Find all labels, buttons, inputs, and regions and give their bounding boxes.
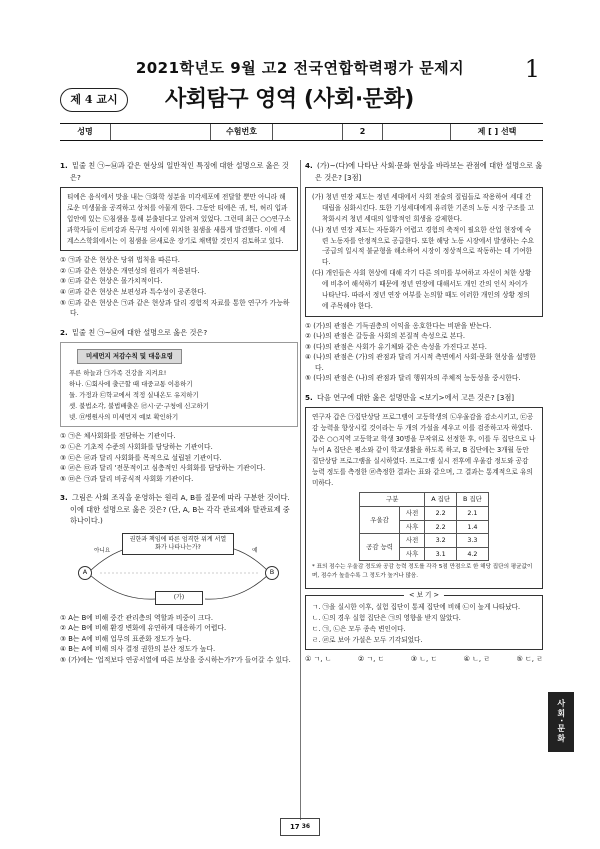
- answer-choices: [305, 654, 543, 664]
- passage-da: (다) 개인들은 사회 현상에 대해 각기 다른 의미를 부여하고 자신이 처한 상황에 비추어 해석하기 때문에 정년 연장에 대해서도 개인 간의 인식 차이가 나타난다. 따라서 정년 연장 여부를 논의할 때도 이러한 개인의 상황 정의에 주목해야 한다.: [312, 269, 532, 310]
- question-stem: 다음 연구에 대한 옳은 설명만을 <보기>에서 고른 것은? [3점]: [317, 392, 515, 402]
- subject-side-tab: 사회·문화: [548, 692, 574, 752]
- table-cell: 1.4: [457, 520, 489, 534]
- bogi-item: ㄱ. ㉠을 실시한 이후, 실험 집단이 통제 집단에 비해 ㉡이 높게 나타났다.: [312, 603, 521, 612]
- answer-options: [60, 255, 298, 318]
- option-1[interactable]: ① ㉠과 같은 현상은 당위 법칙을 따른다.: [60, 256, 180, 265]
- choice-label: 제 [ ] 선택: [450, 124, 543, 140]
- table-cell: 2.1: [457, 507, 489, 521]
- name-label: 성명: [77, 127, 93, 137]
- table-cell: 사전: [399, 507, 424, 521]
- notice-item: 셋. 불법소각, 불법배출은 ㉣시·군·구청에 신고하기: [69, 401, 209, 410]
- exam-no-field-2[interactable]: [382, 124, 450, 140]
- exam-no-field-1[interactable]: [272, 124, 342, 140]
- option-4[interactable]: ④ ㉣과 같은 현상은 보편성과 특수성이 공존한다.: [60, 288, 207, 296]
- option-1[interactable]: ① ㄱ, ㄴ: [305, 654, 332, 663]
- question-stem: (가)~(다)에 나타난 사회·문화 현상을 바라보는 관점에 대한 설명으로 옳은 것은? [3점]: [315, 161, 543, 182]
- page-footer: [280, 818, 320, 836]
- period-badge: 제 4 교시: [60, 88, 128, 112]
- table-cell: 2.2: [425, 520, 457, 534]
- question-4: [305, 160, 543, 384]
- exam-title: 2021학년도 9월 고2 전국연합학력평가 문제지: [135, 59, 465, 77]
- info-row: [60, 123, 543, 141]
- question-number: 2.: [60, 327, 68, 337]
- question-number: 3.: [60, 493, 68, 503]
- option-4[interactable]: ④ ㉣은 ㉤과 달리 '전문적이고 심층적인 사회화를 담당하는 기관이다.: [60, 464, 266, 473]
- footer-total: 36: [301, 822, 311, 830]
- question-2: [60, 327, 298, 485]
- table-cell: 4.2: [457, 547, 489, 561]
- passage-box: [305, 187, 543, 317]
- results-table: [359, 492, 489, 561]
- passage-na: (나) 정년 연장 제도는 자동화가 어렵고 경험의 축적이 필요한 산업 현장에 숙련 노동자를 안정적으로 공급한다. 또한 해당 노동 시장에서 발생하는 수요·공급의 일시적 불균형을 해소하여 시장이 정상적으로 작동하는 데 기여한다.: [312, 225, 535, 267]
- left-column: [60, 160, 298, 673]
- option-5[interactable]: ⑤ ㉢과 같은 현상은 ㉠과 같은 현상과 달리 경험적 자료를 통한 연구가 가능하다.: [60, 298, 290, 318]
- option-2[interactable]: ② (나)의 관점은 갈등을 사회의 본질적 속성으로 본다.: [305, 332, 465, 341]
- answer-options: [60, 431, 298, 484]
- right-column: [305, 160, 543, 672]
- table-cell: 사후: [399, 520, 424, 534]
- option-1[interactable]: ① ㉠은 체사회화를 전담하는 기관이다.: [60, 432, 176, 441]
- question-number: 1.: [60, 161, 68, 170]
- research-box: [305, 407, 543, 589]
- option-3[interactable]: ③ ㄴ, ㄷ: [410, 654, 438, 663]
- footer-page: 17: [289, 822, 300, 831]
- answer-options: [60, 613, 298, 666]
- exam-no-digit: 2: [342, 124, 382, 140]
- node-a: A: [78, 566, 92, 580]
- option-3[interactable]: ③ B는 A에 비해 업무의 표준화 정도가 높다.: [60, 634, 192, 643]
- option-2[interactable]: ② ㉡과 같은 현상은 개연성의 원리가 적용된다.: [60, 266, 200, 275]
- name-field[interactable]: [110, 124, 210, 140]
- answer-options: [305, 321, 543, 384]
- table-row: [360, 534, 489, 548]
- table-row: [360, 507, 489, 521]
- question-number: 4.: [305, 161, 313, 170]
- option-2[interactable]: ② ㄱ, ㄷ: [357, 654, 385, 663]
- table-cell: 공감 능력: [360, 534, 400, 561]
- table-cell: 우울감: [360, 507, 400, 534]
- question-stem: 그림은 사회 조직을 운영하는 원리 A, B를 질문에 따라 구분한 것이다. 이에 대한 설명으로 옳은 것은? (단, A, B는 각각 관료제와 탈관료제 중 하나이다.): [70, 493, 290, 526]
- option-4[interactable]: ④ ㄴ, ㄹ: [463, 654, 491, 663]
- question-box-top: 권한과 책임에 따른 엄격한 위계 서열화가 나타나는가?: [122, 533, 234, 556]
- option-4[interactable]: ④ B는 A에 비해 의사 결정 권한의 분산 정도가 높다.: [60, 645, 216, 654]
- option-3[interactable]: ③ ㉢은 ㉣과 달리 사회화를 목적으로 설립된 기관이다.: [60, 453, 222, 462]
- table-header: A 집단: [425, 493, 457, 507]
- option-5[interactable]: ⑤ ㄷ, ㄹ: [516, 654, 543, 663]
- table-header-row: [360, 493, 489, 507]
- question-stem: 밑줄 친 ㉠~㉥과 같은 현상의 일반적인 특징에 대한 설명으로 옳은 것은?: [70, 161, 289, 182]
- bogi-box: [305, 591, 543, 650]
- option-1[interactable]: ① (가)의 관점은 기득권층의 이익을 옹호한다는 비판을 받는다.: [305, 321, 492, 330]
- question-3: [60, 492, 298, 665]
- option-5[interactable]: ⑤ (가)에는 '업적보다 연공서열에 따른 보상을 중시하는가?'가 들어갈 수 있다.: [60, 655, 291, 664]
- node-b: B: [265, 566, 279, 580]
- option-3[interactable]: ③ (다)의 관점은 사회가 유기체와 같은 속성을 가진다고 본다.: [305, 342, 487, 351]
- page-number: 1: [524, 55, 540, 83]
- table-header: 구분: [360, 493, 425, 507]
- notice-item: 하나. ㉡회사에 출근할 때 대중교통 이용하기: [69, 379, 193, 388]
- bogi-item: ㄷ. ㉠, ㉡은 모두 종속 변인이다.: [312, 624, 406, 633]
- notice-banner: 미세먼지 저감수칙 및 대응요령: [77, 349, 182, 364]
- table-cell: 3.1: [425, 547, 457, 561]
- notice-card: [60, 342, 298, 427]
- question-number: 5.: [305, 392, 313, 402]
- option-5[interactable]: ⑤ ㉤은 ㉠과 달리 비공식적 사회화 기관이다.: [60, 474, 194, 483]
- table-cell: 사전: [399, 534, 424, 548]
- table-header: B 집단: [457, 493, 489, 507]
- label-yes: 예: [252, 547, 258, 554]
- table-cell: 2.2: [425, 507, 457, 521]
- question-box-bottom: (가): [155, 591, 203, 605]
- passage-box: 티에은 음식에서 맛을 내는 ㉠화학 성분을 미각세포에 전달할 뿐만 아니라 해로운 미생물을 공격하고 상처를 아물게 한다. 그동안 티에은 귀, 턱, 허리 입과 입안에 있는 ㉡침샘을 통해 분출된다고 알려져 있었다. 그런데 최근 ○○연구소 과학자들이 ㉢비강과 목구멍 사이에 위치한 침샘을 새롭게 발견했다. 이에 세계스스학회에서는 이 침샘을 ㉣새로운 장기로 채택할 것인지 검토하고 있다.: [60, 187, 298, 251]
- bogi-item: ㄹ. ㉣로 보아 가설은 모두 기각되었다.: [312, 635, 423, 644]
- classification-diagram: [60, 531, 298, 609]
- exam-no-label: 수험번호: [210, 124, 272, 140]
- research-text: 연구자 갑은 ㉠집단상담 프로그램이 고등학생의 ㉡우울감을 감소시키고, ㉢공감 능력을 향상시킬 것이라는 두 개의 가설을 세우고 이를 검증하고자 하였다. 갑은 ○○지역 고등학교 학생 30명을 무작위로 선정한 후, 이를 두 집단으로 나누어 A 집단은 평소와 같이 학교생활을 하도록 하고, B 집단에는 3개월 동안 집단상담 프로그램을 실시하였다. 프로그램 실시 전후에 우울감 정도와 공감 능력 정도를 측정한 ㉣측정한 결과는 표와 같으며, 그 결과는 통계적으로 유의미하다.: [312, 413, 536, 487]
- notice-items: [69, 379, 289, 423]
- option-4[interactable]: ④ (나)의 관점은 (가)의 관점과 달리 거시적 측면에서 사회·문화 현상을 설명한다.: [305, 353, 536, 372]
- notice-item: 넷. ㉤병원사의 미세먼지 예보 확인하기: [69, 412, 179, 421]
- notice-intro: 푸른 하늘과 ㉠가족 건강을 지켜요!: [69, 369, 167, 377]
- option-5[interactable]: ⑤ (다)의 관점은 (나)의 관점과 달리 행위자의 주체적 능동성을 중시한다.: [305, 374, 521, 383]
- question-1: [60, 160, 298, 319]
- option-3[interactable]: ③ ㉢과 같은 현상은 몰가치적이다.: [60, 277, 163, 286]
- bogi-item: ㄴ. ㉡의 경우 실험 집단은 ㉠의 영향을 받지 않았다.: [312, 613, 461, 622]
- subject-title: 사회탐구 영역 (사회·문화): [165, 87, 414, 112]
- notice-item: 둘. 가정과 ㉢학교에서 적정 실내온도 유지하기: [69, 390, 199, 399]
- question-5: [305, 392, 543, 664]
- table-cell: 3.2: [425, 534, 457, 548]
- option-1[interactable]: ① A는 B에 비해 중간 관리층의 역할과 비중이 크다.: [60, 613, 214, 622]
- table-cell: 사후: [399, 547, 424, 561]
- column-divider: [300, 160, 301, 820]
- table-note: * 표의 점수는 우울감 정도와 공감 능력 정도를 각각 5점 만점으로 한 해당 집단의 평균값이며, 점수가 높을수록 그 정도가 높거나 많음.: [312, 564, 533, 579]
- table-cell: 3.3: [457, 534, 489, 548]
- option-2[interactable]: ② ㉡은 기초적 수준의 사회화를 담당하는 기관이다.: [60, 442, 213, 451]
- passage-ga: (가) 청년 연장 제도는 정년 세대에서 사회 전술의 질립들로 작용하여 세대 간 대립을 심화시킨다. 또한 기성세대에게 유리한 기존의 노동 시장 구조를 고착화시켜 청년 세대의 일방적인 희생을 강제한다.: [312, 193, 535, 223]
- label-no: 아니요: [94, 547, 111, 554]
- option-2[interactable]: ② A는 B에 비해 환경 변화에 유연하게 대응하기 어렵다.: [60, 624, 227, 633]
- question-stem: 밑줄 친 ㉠~㉥에 대한 설명으로 옳은 것은?: [72, 327, 208, 337]
- bogi-label: < 보 기 >: [404, 590, 444, 601]
